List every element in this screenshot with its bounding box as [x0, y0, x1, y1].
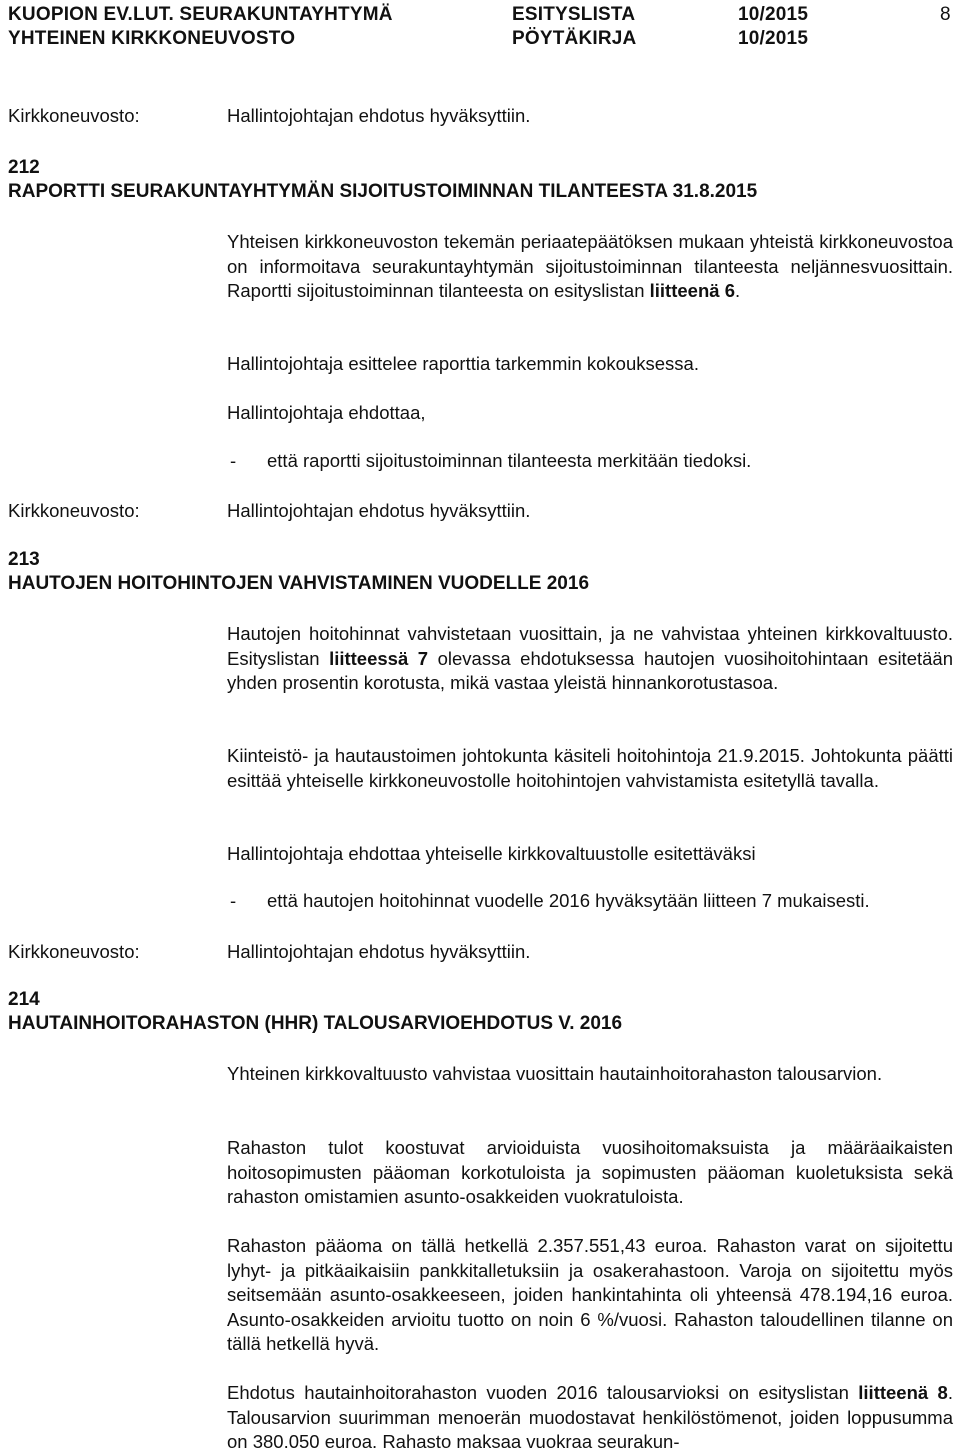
header-doc-type2: PÖYTÄKIRJA [512, 28, 637, 49]
section-213-paragraph-2: Kiinteistö- ja hautaustoimen johtokunta käsiteli hoitohintoja 21.9.2015. Johtokunta päätti esittää yhteiselle kirkkoneuvostolle hoitohintojen vahvistamista esitetyllä tavalla. [227, 745, 953, 791]
bullet-dash: - [230, 890, 237, 911]
section-212-number: 212 [8, 157, 40, 178]
section-214-title: HAUTAINHOITORAHASTON (HHR) TALOUSARVIOEHDOTUS V. 2016 [8, 1013, 623, 1034]
decision-label: Kirkkoneuvosto: [8, 941, 140, 962]
section-213-p1-end: olevassa ehdotuksessa hautojen vuosihoitohintaan esitetään yhden prosentin korotusta, mikä vastaa yleistä hinnankorotustasoa. [227, 647, 953, 693]
page-number: 8 [940, 4, 951, 25]
attachment-7-ref: liitteessä 7 [329, 647, 429, 669]
header-org-line1: KUOPION EV.LUT. SEURAKUNTAYHTYMÄ [8, 4, 393, 25]
decision-label: Kirkkoneuvosto: [8, 105, 140, 126]
section-213-number: 213 [8, 549, 40, 570]
section-214-p4-text: Ehdotus hautainhoitorahaston vuoden 2016 talousarvioksi on esityslistan [227, 1382, 859, 1403]
section-213-title: HAUTOJEN HOITOHINTOJEN VAHVISTAMINEN VUODELLE 2016 [8, 573, 590, 594]
header-issue1: 10/2015 [738, 4, 809, 25]
section-213-bullet [230, 890, 870, 912]
section-214-paragraph-1: Yhteinen kirkkovaltuusto vahvistaa vuosittain hautainhoitorahaston talousarvion. [227, 1063, 883, 1084]
section-212-paragraph-2: Hallintojohtaja esittelee raporttia tarkemmin kokouksessa. [227, 353, 699, 374]
section-212-paragraph-3: Hallintojohtaja ehdottaa, [227, 402, 426, 423]
attachment-6-ref: liitteenä 6 [649, 280, 735, 301]
decision-text: Hallintojohtajan ehdotus hyväksyttiin. [227, 500, 531, 521]
decision-text: Hallintojohtajan ehdotus hyväksyttiin. [227, 105, 531, 126]
section-214-paragraph-2: Rahaston tulot koostuvat arvioiduista vuosihoitomaksuista ja määräaikaisten hoitosopimusten pääoman korkotuloista ja sopimusten pääoman kuoletuksista sekä rahaston omistamien asunto-osakkeiden vuokratuloista. [227, 1137, 953, 1207]
header-issue2: 10/2015 [738, 28, 809, 49]
section-214-paragraph-3: Rahaston pääoma on tällä hetkellä 2.357.551,43 euroa. Rahaston varat on sijoitettu lyhyt- ja pitkäaikaisiin pankkitalletuksiin ja osakerahastoon. Varoja on sijoitettu myös seitsemään asunto-osakkeeseen, joiden hankintahinta oli yhteensä 478.194,16 euroa. Asunto-osakkeiden arvioitu tuotto on noin 6 %/vuosi. Rahaston taloudellinen tilanne on tällä hetkellä hyvä. [227, 1235, 953, 1354]
bullet-dash: - [230, 450, 237, 471]
section-212-p1-text: Yhteisen kirkkoneuvoston tekemän periaatepäätöksen mukaan yhteistä kirkkoneuvostoa on informoitava seurakuntayhtymän sijoitustoiminnan tilanteesta neljännesvuosittain. Raportti sijoitustoiminnan tilanteesta on esityslistan [227, 231, 953, 301]
section-212-paragraph-1 [227, 230, 953, 304]
decision-text: Hallintojohtajan ehdotus hyväksyttiin. [227, 941, 531, 962]
header-doc-type1: ESITYSLISTA [512, 4, 636, 25]
section-212-bullet-text: että raportti sijoitustoiminnan tilanteesta merkitään tiedoksi. [267, 450, 752, 471]
section-213-p1-text: Hautojen hoitohinnat vahvistetaan vuosittain, ja ne vahvistaa yhteinen kirkkovaltuusto. Esityslistan [227, 623, 953, 669]
attachment-8-ref: liitteenä 8 [858, 1382, 948, 1403]
section-213-paragraph-1 [227, 622, 953, 696]
header-org-line2: YHTEINEN KIRKKONEUVOSTO [8, 28, 296, 49]
section-213-bullet-text: että hautojen hoitohinnat vuodelle 2016 hyväksytään liitteen 7 mukaisesti. [267, 890, 870, 911]
section-214-paragraph-4 [227, 1381, 953, 1455]
decision-label: Kirkkoneuvosto: [8, 500, 140, 521]
section-212-title: RAPORTTI SEURAKUNTAYHTYMÄN SIJOITUSTOIMINNAN TILANTEESTA 31.8.2015 [8, 181, 758, 202]
section-214-p4-end: . Talousarvion suurimman menoerän muodostavat henkilöstömenot, joiden loppusumma on 380.050 euroa. Rahasto maksaa vuokraa seurakun- [227, 1382, 953, 1452]
section-212-bullet [230, 450, 751, 472]
section-214-number: 214 [8, 989, 40, 1010]
section-212-p1-end: . [734, 280, 741, 301]
section-213-paragraph-3: Hallintojohtaja ehdottaa yhteiselle kirkkovaltuustolle esitettäväksi [227, 843, 756, 864]
